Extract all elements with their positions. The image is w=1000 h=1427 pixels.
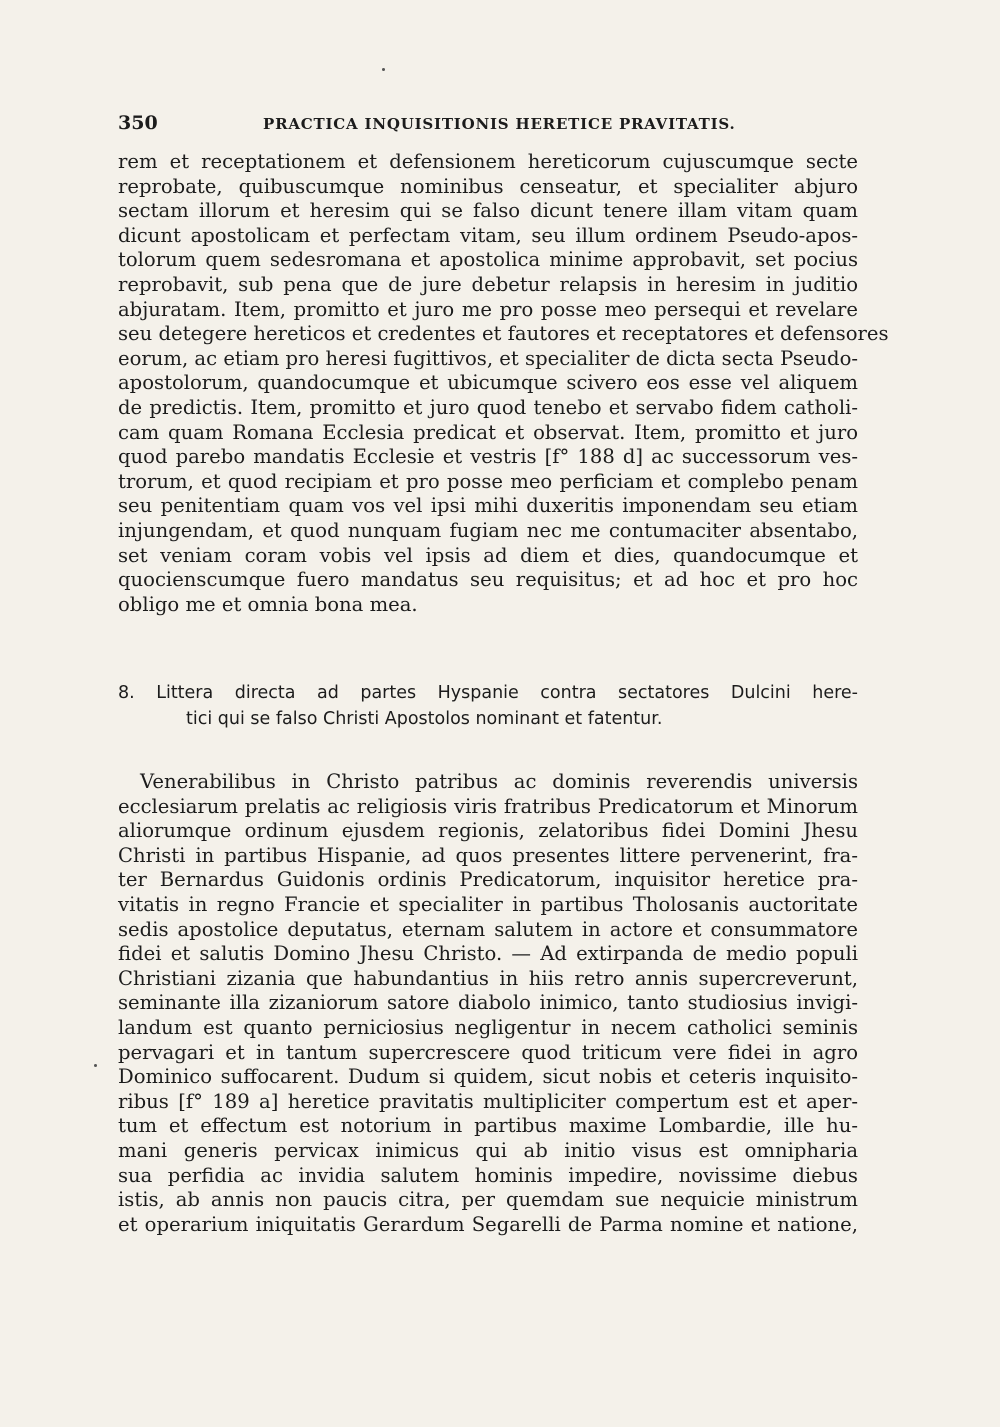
text-line: aliorumque ordinum ejusdem regionis, zelatoribus fidei Domini Jhesu [118, 819, 858, 843]
text-line: Christiani zizania que habundantius in hiis retro annis supercreverunt, [118, 966, 858, 990]
text-line: trorum, et quod recipiam et pro posse meo perficiam et complebo penam [118, 469, 858, 493]
text-line: vitatis in regno Francie et specialiter in partibus Tholosanis auctoritate [118, 892, 858, 916]
text-line: Dominico suffocarent. Dudum si quidem, sicut nobis et ceteris inquisito- [118, 1065, 858, 1089]
text-line: injungendam, et quod nunquam fugiam nec me contumaciter absentabo, [118, 518, 858, 542]
text-line: reprobate, quibuscumque nominibus censeatur, et specialiter abjuro [118, 174, 858, 198]
text-line: seminante illa zizaniorum satore diabolo inimico, tanto studiosius invigi- [118, 991, 858, 1015]
text-line: Venerabilibus in Christo patribus ac dominis reverendis universis [140, 770, 858, 793]
section-heading-line: 8. Littera directa ad partes Hyspanie contra sectatores Dulcini here- [118, 683, 858, 703]
text-line: tum et effectum est notorium in partibus maxime Lombardie, ille hu- [118, 1114, 858, 1138]
text-line: landum est quanto perniciosius negligentur in necem catholici seminis [118, 1015, 858, 1039]
text-line: quocienscumque fuero mandatus seu requisitus; et ad hoc et pro hoc [118, 568, 858, 592]
text-line: sedis apostolice deputatus, eternam salutem in actore et consummatore [118, 917, 858, 941]
text-line: apostolorum, quandocumque et ubicumque scivero eos esse vel aliquem [118, 371, 858, 395]
page-header [118, 112, 858, 142]
text-line: dicunt apostolicam et perfectam vitam, seu illum ordinem Pseudo-apos- [118, 223, 858, 247]
text-line: obligo me et omnia bona mea. [118, 592, 418, 616]
text-line: sectam illorum et heresim qui se falso dicunt tenere illam vitam quam [118, 199, 858, 223]
text-line: pervagari et in tantum supercrescere quod triticum vere fidei in agro [118, 1040, 858, 1064]
section-heading [118, 680, 858, 732]
text-line: mani generis pervicax inimicus qui ab initio visus est omnipharia [118, 1138, 858, 1162]
running-title: PRACTICA INQUISITIONIS HERETICE PRAVITATIS. [263, 115, 736, 133]
text-line: ecclesiarum prelatis ac religiosis viris fratribus Predicatorum et Minorum [118, 794, 858, 818]
text-line: ribus [f° 189 a] heretice pravitatis multipliciter compertum est et aper- [118, 1089, 858, 1113]
section-heading-line: tici qui se falso Christi Apostolos nominant et fatentur. [186, 709, 663, 729]
page-number: 350 [118, 112, 158, 134]
text-line: et operarium iniquitatis Gerardum Segarelli de Parma nomine et natione, [118, 1212, 858, 1236]
text-line: seu penitentiam quam vos vel ipsi mihi duxeritis imponendam seu etiam [118, 494, 858, 518]
text-line: Christi in partibus Hispanie, ad quos presentes littere pervenerint, fra- [118, 843, 858, 867]
text-line: quod parebo mandatis Ecclesie et vestris [f° 188 d] ac successorum ves- [118, 445, 858, 469]
text-line: abjuratam. Item, promitto et juro me pro posse meo persequi et revelare [118, 297, 858, 321]
text-line: seu detegere hereticos et credentes et fautores et receptatores et defensores [118, 322, 889, 346]
text-line: ter Bernardus Guidonis ordinis Predicatorum, inquisitor heretice pra- [118, 868, 858, 892]
text-line: set veniam coram vobis vel ipsis ad diem et dies, quandocumque et [118, 543, 858, 567]
text-line: cam quam Romana Ecclesia predicat et observat. Item, promitto et juro [118, 420, 858, 444]
text-line: fidei et salutis Domino Jhesu Christo. — Ad extirpanda de medio populi [118, 942, 858, 966]
ink-speck [382, 68, 385, 71]
oath-text-block [118, 150, 889, 617]
text-line: de predictis. Item, promitto et juro quod tenebo et servabo fidem catholi- [118, 395, 858, 419]
text-line: eorum, ac etiam pro heresi fugittivos, et specialiter de dicta secta Pseudo- [118, 346, 858, 370]
ink-speck [94, 1064, 97, 1067]
text-line: tolorum quem sedesromana et apostolica minime approbavit, set pocius [118, 248, 858, 272]
text-line: reprobavit, sub pena que de jure debetur relapsis in heresim in juditio [118, 272, 858, 296]
letter-text-block [118, 770, 858, 1237]
text-line: sua perfidia ac invidia salutem hominis impedire, novissime diebus [118, 1163, 858, 1187]
text-line: rem et receptationem et defensionem hereticorum cujuscumque secte [118, 150, 858, 173]
text-line: istis, ab annis non paucis citra, per quemdam sue nequicie ministrum [118, 1188, 858, 1212]
